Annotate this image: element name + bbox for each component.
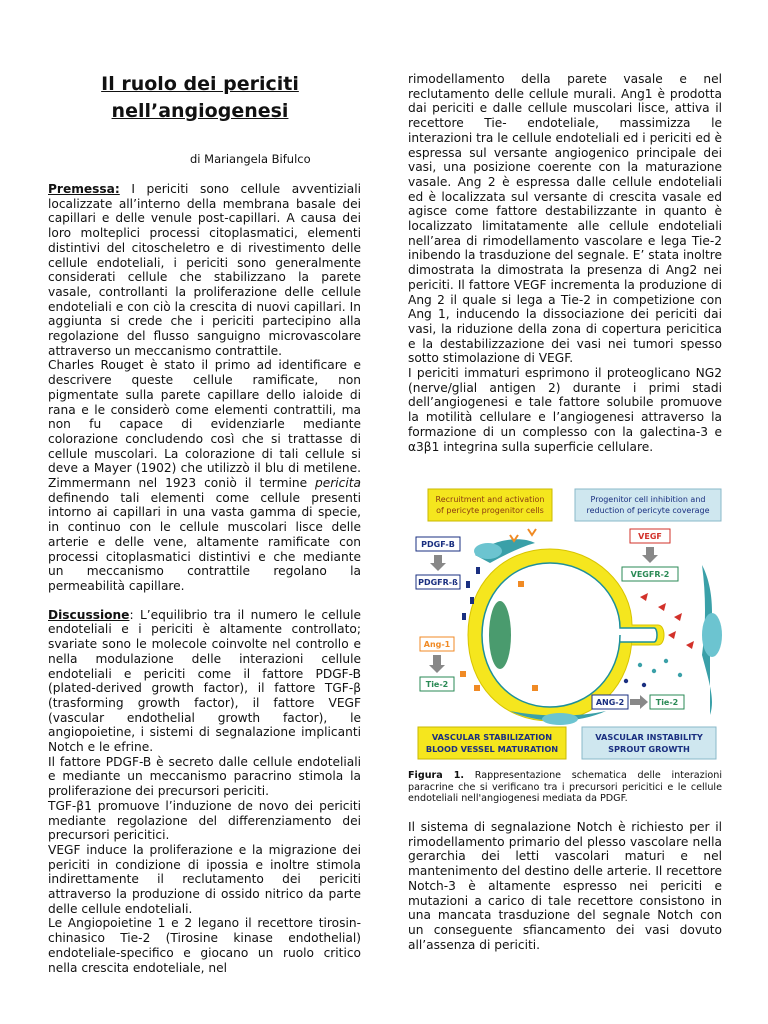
progenitor-box	[575, 489, 721, 521]
page-title	[48, 71, 352, 125]
caption-label: Figura 1.	[408, 770, 465, 781]
vegf-paragraph: VEGF induce la proliferazione e la migrazione dei periciti in condizione di ipossia e inoltre stimola indirettamente il reclutamento dei periciti attraverso la produzione di ossido nitrico da parte delle cellule endoteliali.	[48, 842, 361, 916]
title-line-2: nell’angiogenesi	[111, 100, 289, 122]
progenitor-line-2: reduction of pericyte coverage	[586, 506, 710, 515]
recruitment-line-2: of pericyte progenitor cells	[436, 506, 544, 515]
stabilization-line-1: VASCULAR STABILIZATION	[431, 732, 553, 742]
notch-paragraph: Il sistema di segnalazione Notch è richiesto per il rimodellamento primario del plesso vascolare nella gerarchia dei letti vascolari maturi e nel mantenimento del destino delle arterie. Il recettore Notch-3 è altamente espresso nei periciti e mutazioni a carico di tale recettore consistono in una mancata trasduzione del segnale Notch con un conseguente sfiancamento dei vasi dovuto all’assenza di periciti.	[408, 820, 722, 952]
rouget-text-2: definendo tali elementi come cellule presenti intorno ai capillari in una vasta gamma di specie, in continuo con le cellule muscolari lisce delle arterie e delle vene, altamente ramificate con processi citoplasmatici distintivi e che mediante un meccanismo contrattile regolano la permeabilità capillare.	[48, 490, 361, 593]
caption-text: Rappresentazione schematica delle interazioni paracrine che si verificano tra i precursori pericitici e le cellule endoteliali nell'angiogenesi mediata da PDGF.	[408, 770, 722, 804]
discussione-label: Discussione	[48, 607, 130, 622]
rouget-text-1: Charles Rouget è stato il primo ad identificare e descrivere queste cellule ramificate, non pigmentate sulla parete capillare dello ialoide di rana e le considerò come elementi contrattili, ma non fu capace di evidenziarle mediante colorazione concludendo così che si trattasse di cellule muscolari. La colorazione di tali cellule si deve a Mayer (1902) che utilizzò il blu di metilene. Zimmermann nel 1923 coniò il termine	[48, 358, 361, 491]
figure-caption	[408, 770, 722, 805]
author: di Mariangela Bifulco	[190, 152, 311, 166]
figure-1-diagram	[410, 485, 728, 767]
stabilization-line-2: BLOOD VESSEL MATURATION	[425, 744, 559, 754]
ang1-label: Ang-1	[423, 640, 451, 649]
pdgf-paragraph: Il fattore PDGF-B è secreto dalle cellule endoteliali e mediante un meccanismo paracrino stimola la proliferazione dei precursori periciti.	[48, 754, 361, 799]
discussione-text: : L’equilibrio tra il numero le cellule endoteliali e i periciti è altamente controllato; svariate sono le molecole coinvolte nel controllo e nella modulazione delle interazioni cellule endoteliali e periciti come il fattore PDGF-B (plated-derived growth factor), il fattore TGF-β (trasforming growth factor), il fattore VEGF (vascular endothelial growth factor), le angiopoietine, i sistemi di segnalazione implicanti Notch e le efrine.	[48, 607, 361, 755]
right-column-bottom	[408, 820, 722, 952]
instability-line-1: VASCULAR INSTABILITY	[595, 732, 703, 742]
ang-paragraph: rimodellamento della parete vasale e nel reclutamento delle cellule murali. Ang1 è prodotta dai periciti e dalle cellule muscolari lisce, attiva il recettore Tie- endoteliale, massimizza le interazioni tra le cellule endoteliali ed i periciti ed è espressa sul versante angiogenico principale dei vasi, una posizione coerente con la maturazione vasale. Ang 2 è espressa dalle cellule endoteliali ed è localizzata sul versante di crescita vasale ed agisce come fattore destabilizzante in quanto è localizzato limitatamente alle cellule endoteliali nell’area di rimodellamento vascolare e lega Tie-2 inibendo la trasduzione del segnale. E’ stata inoltre dimostrata la dimostrata la presenza di Ang2 nei periciti. Il fattore VEGF incrementa la produzione di Ang 2 il quale si lega a Tie-2 in competizione con Ang 1, inducendo la dissociazione dei periciti dai vasi, la riduzione della zona di copertura pericitica e la destabilizzazione dei vasi nei tumori spesso sotto stimolazione di VEGF.	[408, 72, 722, 366]
pdgfrb-label: PDGFR-ß	[418, 578, 458, 587]
title-line-1: Il ruolo dei periciti	[101, 73, 299, 95]
pdgfb-label: PDGF-B	[421, 540, 455, 549]
endothelial-nucleus	[489, 601, 511, 669]
ang2-label: ANG-2	[595, 698, 625, 707]
pericita-term: pericita	[315, 476, 361, 491]
premessa-label: Premessa:	[48, 182, 120, 196]
tie2-left-label: Tie-2	[425, 680, 449, 689]
tie2-right-label: Tie-2	[655, 698, 679, 707]
tgf-paragraph: TGF-β1 promuove l’induzione de novo dei periciti mediante regolazione del differenziamento dei precursori pericitici.	[48, 798, 361, 843]
progenitor-line-1: Progenitor cell inhibition and	[590, 495, 706, 504]
recruitment-box	[428, 489, 552, 521]
premessa-text: I periciti sono cellule avventiziali localizzate all’interno della membrana basale dei capillari e delle venule post-capillari. A causa dei loro molteplici processi citoplasmatici, elementi distintivi del citoscheletro e di rivestimento delle cellule endoteliali, i periciti sono generalmente considerati cellule che stabilizzano la parete vasale, controllanti la proliferazione delle cellule endoteliali e con ciò la crescita di nuovi capillari. In aggiunta si crede che i periciti partecipino alla regolazione del flusso sanguigno microvascolare attraverso un meccanismo contrattile.	[48, 182, 361, 358]
right-column-top	[408, 72, 722, 454]
rouget-paragraph	[48, 358, 361, 593]
ng2-paragraph: I periciti immaturi esprimono il proteoglicano NG2 (nerve/glial antigen 2) durante i primi stadi dell’angiogenesi e tale fattore solubile promuove la motilità cellulare e l’angiogenesi attraverso la formazione di un complesso con la galectina-3 e α3β1 integrina sulla superficie cellulare.	[408, 366, 722, 454]
recruitment-line-1: Recruitment and activation	[435, 495, 545, 504]
vegf-label: VEGF	[638, 532, 662, 541]
angiopoietine-paragraph: Le Angiopoietine 1 e 2 legano il recettore tirosin- chinasico Tie-2 (Tirosine kinase endothelial) endoteliale-specifico e giocano un ruolo critico nella crescita endoteliale, nel	[48, 916, 361, 975]
discussione-paragraph	[48, 608, 361, 755]
instability-line-2: SPROUT GROWTH	[608, 744, 690, 754]
vegfr2-label: VEGFR-2	[630, 570, 670, 579]
premessa-paragraph	[48, 182, 361, 358]
left-column	[48, 182, 361, 975]
